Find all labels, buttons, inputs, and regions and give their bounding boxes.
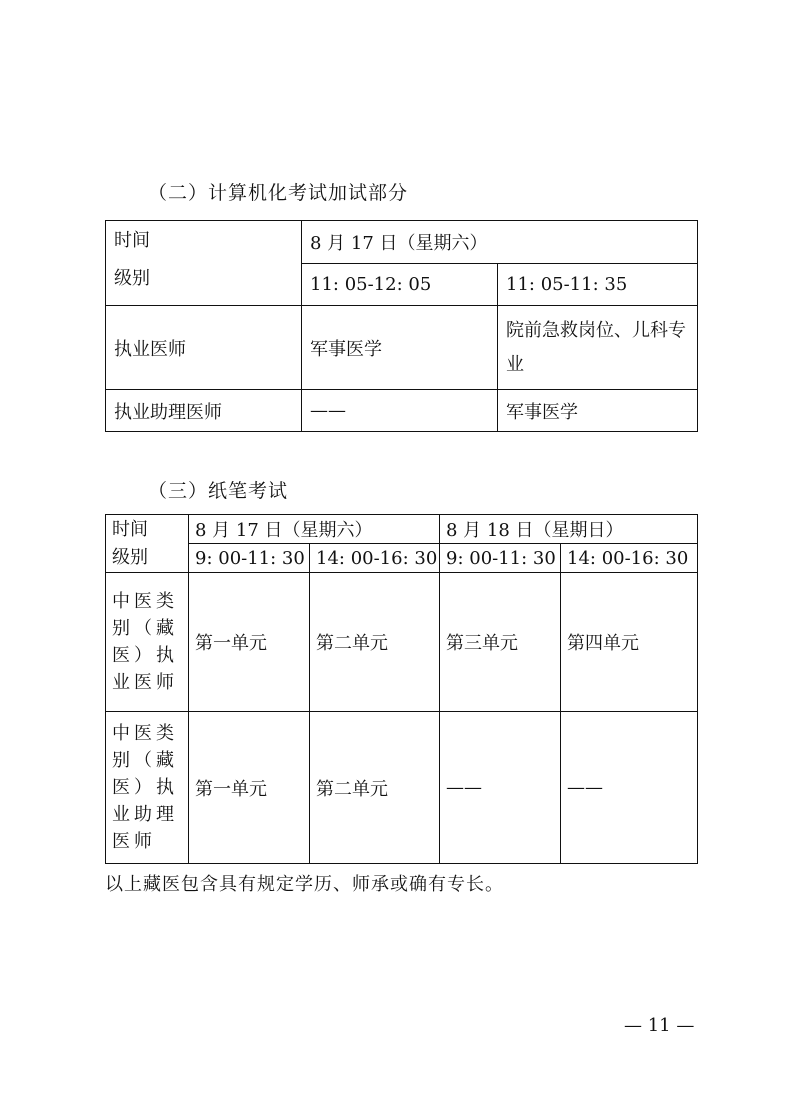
corner-time-label: 时间 [114,230,150,251]
section2-heading: （二）计算机化考试加试部分 [148,182,409,204]
slot-header: 14: 00-16: 30 [310,544,440,573]
table-cell: 第三单元 [440,573,561,712]
table-cell: 第四单元 [561,573,698,712]
table-cell: 第二单元 [310,573,440,712]
table-cell: 院前急救岗位、儿科专业 [498,306,698,390]
date-header: 8 月 17 日（星期六） [302,221,698,264]
table-cell: 军事医学 [498,390,698,432]
date-header-1: 8 月 17 日（星期六） [189,515,440,544]
table-cell: 军事医学 [302,306,498,390]
table-cell: —— [440,712,561,864]
computer-exam-extra-table [105,220,698,432]
date-header-2: 8 月 18 日（星期日） [440,515,698,544]
corner-level-label: 级别 [112,547,148,568]
table-cell: —— [561,712,698,864]
corner-time-label: 时间 [112,519,148,540]
page-number: — 11 — [624,1015,695,1036]
level-cell: 中医类别（藏医）执业助理医师 [106,712,189,864]
paper-exam-table [105,514,698,864]
corner-level-label: 级别 [114,268,150,289]
slot-header: 14: 00-16: 30 [561,544,698,573]
table-cell: 第二单元 [310,712,440,864]
slot-header: 9: 00-11: 30 [189,544,310,573]
slot-header-2: 11: 05-11: 35 [498,264,698,306]
slot-header: 9: 00-11: 30 [440,544,561,573]
level-cell: 中医类别（藏医）执业医师 [106,573,189,712]
table-cell: 第一单元 [189,573,310,712]
table-cell: —— [302,390,498,432]
section3-heading: （三）纸笔考试 [148,480,289,502]
footnote: 以上藏医包含具有规定学历、师承或确有专长。 [105,874,504,895]
table-cell: 第一单元 [189,712,310,864]
slot-header-1: 11: 05-12: 05 [302,264,498,306]
corner-header-cell [106,221,302,306]
level-cell: 执业助理医师 [106,390,302,432]
corner-header-cell [106,515,189,573]
level-cell: 执业医师 [106,306,302,390]
